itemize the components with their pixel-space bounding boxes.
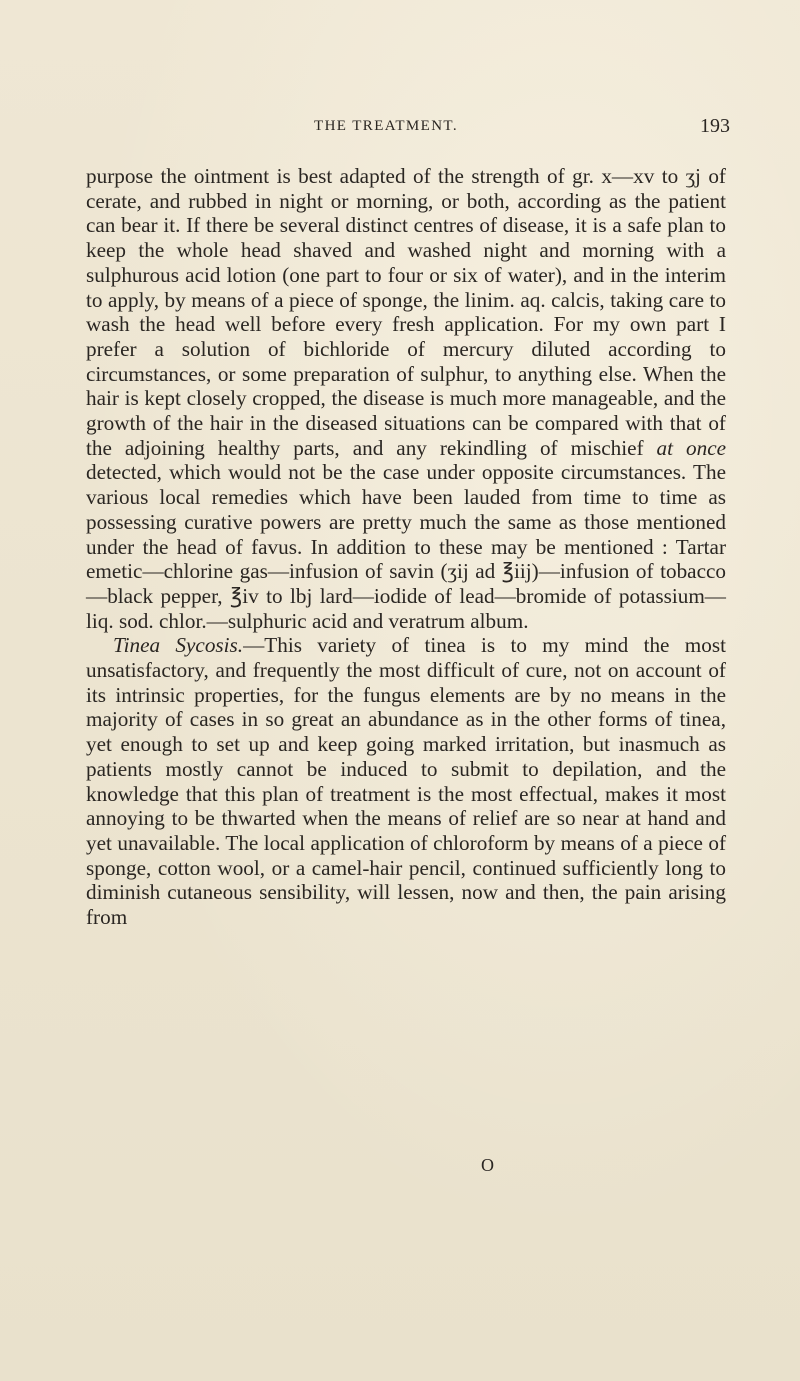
body-text <box>86 164 726 930</box>
paragraph-2 <box>86 633 726 929</box>
paragraph-2-text: —This variety of tinea is to my mind the most unsatisfactory, and frequently the most difficult of cure, not on account of its intrinsic properties, for the fungus elements are by no means in the majority of cases in so great an abundance as in the other forms of tinea, yet enough to set up and keep going marked irritation, but inasmuch as patients mostly cannot be induced to submit to depilation, and the knowledge that this plan of treatment is the most effectual, makes it most annoying to be thwarted when the means of relief are so near at hand and yet unavailable. The local application of chloroform by means of a piece of sponge, cotton wool, or a camel-hair pencil, continued sufficiently long to diminish cutaneous sensibility, will lessen, now and then, the pain arising from <box>86 633 726 930</box>
paragraph-1 <box>86 164 726 633</box>
page-number: 193 <box>700 115 730 137</box>
running-head: THE TREATMENT. <box>314 118 459 134</box>
page-header <box>314 115 730 142</box>
paragraph-1-text: purpose the ointment is best adapted of the strength of gr. x—xv to ʒj of cerate, and rubbed in night or morning, or both, according as the patient can bear it. If there be several distinct centres of disease, it is a safe plan to keep the whole head shaved and washed night and morning with a sulphurous acid lotion (one part to four or six of water), and in the interim to apply, by means of a piece of sponge, the linim. aq. calcis, taking care to wash the head well before every fresh application. For my own part I prefer a solution of bichloride of mercury diluted according to circumstances, or some preparation of sulphur, to anything else. When the hair is kept closely cropped, the disease is much more manageable, and the growth of the hair in the diseased situations can be compared with that of the adjoining healthy parts, and any rekindling of mischief <box>86 164 726 460</box>
section-heading: Tinea Sycosis. <box>113 633 244 658</box>
signature-mark: O <box>481 1155 494 1175</box>
paragraph-1-end: detected, which would not be the case under opposite circumstances. The various local remedies which have been lauded from time to time as possessing curative powers are pretty much the same as those mentioned under the head of favus. In addition to these may be mentioned : Tartar emetic—chlorine gas—infusion of savin (ʒij ad ℥iij)—infusion of tobacco—black pepper, ℥iv to lbj lard—iodide of lead—bromide of potassium—liq. sod. chlor.—sulphuric acid and veratrum album. <box>86 460 726 633</box>
italic-phrase: at once <box>656 435 727 460</box>
